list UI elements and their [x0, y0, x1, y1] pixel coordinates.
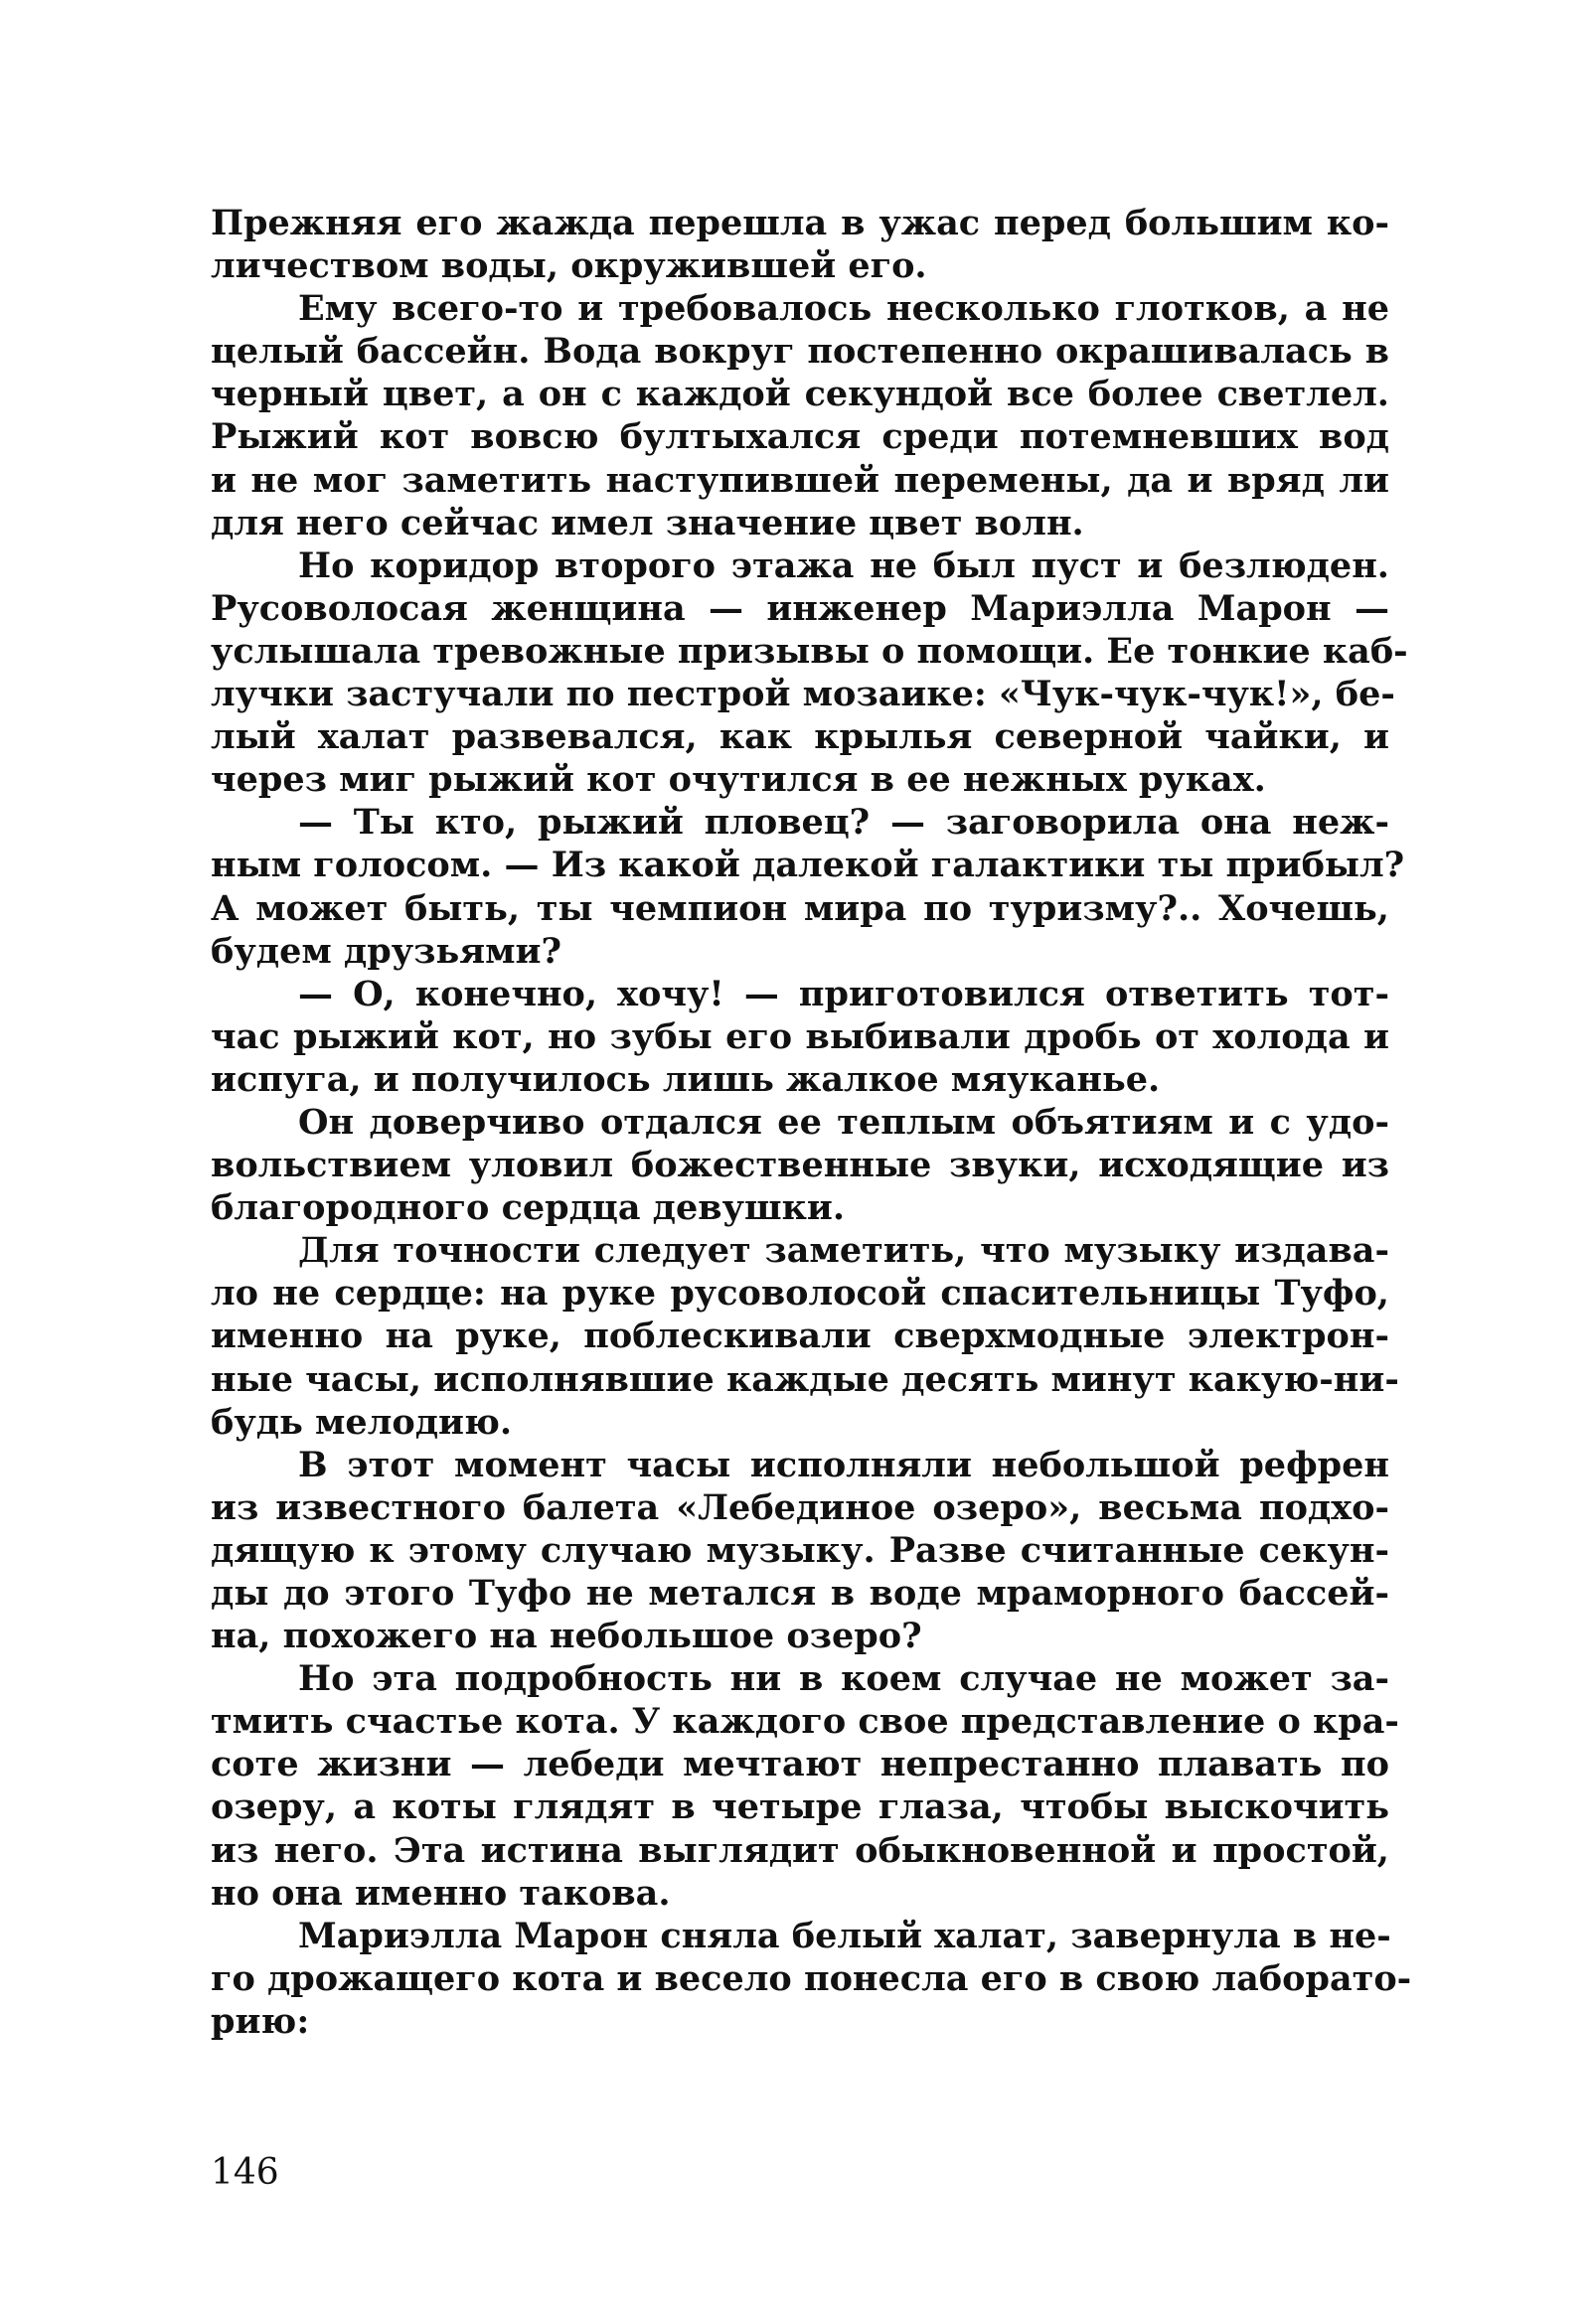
text-line: В этот момент часы исполняли небольшой рефрен — [298, 1444, 1389, 1485]
text-line: рию: — [211, 2000, 310, 2042]
text-line: лучки застучали по пестрой мозаике: «Чук-чук-чук!», бе- — [211, 674, 1395, 715]
text-line: соте жизни — лебеди мечтают непрестанно плавать по — [211, 1744, 1389, 1785]
text-line: будем друзьями? — [211, 930, 561, 972]
text-line: но она именно такова. — [211, 1872, 671, 1914]
text-line: Мариэлла Марон сняла белый халат, завернула в не- — [298, 1915, 1391, 1956]
text-line: час рыжий кот, но зубы его выбивали дробь от холода и — [211, 1015, 1389, 1057]
text-line: дящую к этому случаю музыку. Разве считанные секун- — [211, 1529, 1389, 1571]
text-line: вольствием уловил божественные звуки, исходящие из — [211, 1145, 1389, 1186]
text-line: будь мелодию. — [211, 1401, 513, 1443]
text-line: Русоволосая женщина — инженер Мариэлла Марон — — [211, 587, 1389, 629]
text-line: ды до этого Туфо не метался в воде мраморного бассей- — [211, 1573, 1389, 1614]
text-line: Ему всего-то и требовалось несколько глотков, а не — [298, 288, 1389, 330]
text-line: услышала тревожные призывы о помощи. Ее тонкие каб- — [211, 630, 1408, 672]
text-line: Прежняя его жажда перешла в ужас перед большим ко- — [211, 203, 1389, 243]
text-line: ные часы, исполнявшие каждые десять минут какую-ни- — [211, 1358, 1399, 1400]
text-line: черный цвет, а он с каждой секундой все более светлел. — [211, 374, 1389, 415]
text-line: ло не сердце: на руке русоволосой спасительницы Туфо, — [211, 1273, 1389, 1315]
text-line: и не мог заметить наступившей перемены, да и вряд ли — [211, 459, 1389, 501]
body-text — [211, 202, 1412, 2043]
text-line: Но коридор второго этажа не был пуст и безлюден. — [298, 544, 1389, 586]
text-line: из известного балета «Лебединое озеро», весьма подхо- — [211, 1486, 1389, 1528]
text-line: А может быть, ты чемпион мира по туризму?.. Хочешь, — [211, 887, 1389, 929]
text-line: Он доверчиво отдался ее теплым объятиям и с удо- — [298, 1101, 1389, 1143]
text-line: из него. Эта истина выглядит обыкновенной и простой, — [211, 1829, 1389, 1871]
text-line: го дрожащего кота и весело понесла его в свою лаборато- — [211, 1957, 1412, 1999]
text-line: лый халат развевался, как крылья северной чайки, и — [211, 716, 1389, 758]
text-line: Для точности следует заметить, что музыку издава- — [298, 1230, 1389, 1272]
text-line: испуга, и получилось лишь жалкое мяуканье. — [211, 1058, 1161, 1100]
text-line: благородного сердца девушки. — [211, 1187, 846, 1229]
text-line: именно на руке, поблескивали сверхмодные электрон- — [211, 1316, 1389, 1357]
text-line: — Ты кто, рыжий пловец? — заговорила она неж- — [298, 802, 1389, 844]
text-line: озеру, а коты глядят в четыре глаза, чтобы выскочить — [211, 1786, 1389, 1828]
text-line: ным голосом. — Из какой далекой галактики ты прибыл? — [211, 845, 1405, 886]
text-line: для него сейчас имел значение цвет волн. — [211, 502, 1084, 543]
text-line: через миг рыжий кот очутился в ее нежных руках. — [211, 759, 1266, 801]
text-line: Но эта подробность ни в коем случае не может за- — [298, 1658, 1389, 1700]
text-line: — О, конечно, хочу! — приготовился ответить тот- — [298, 973, 1389, 1014]
text-line: целый бассейн. Вода вокруг постепенно окрашивалась в — [211, 331, 1389, 373]
text-line: на, похожего на небольшое озеро? — [211, 1616, 922, 1657]
text-line: личеством воды, окружившей его. — [211, 245, 927, 287]
text-line: тмить счастье кота. У каждого свое представление о кра- — [211, 1701, 1399, 1743]
text-line: Рыжий кот вовсю бултыхался среди потемневших вод — [211, 416, 1389, 458]
page-number: 146 — [211, 2152, 279, 2193]
